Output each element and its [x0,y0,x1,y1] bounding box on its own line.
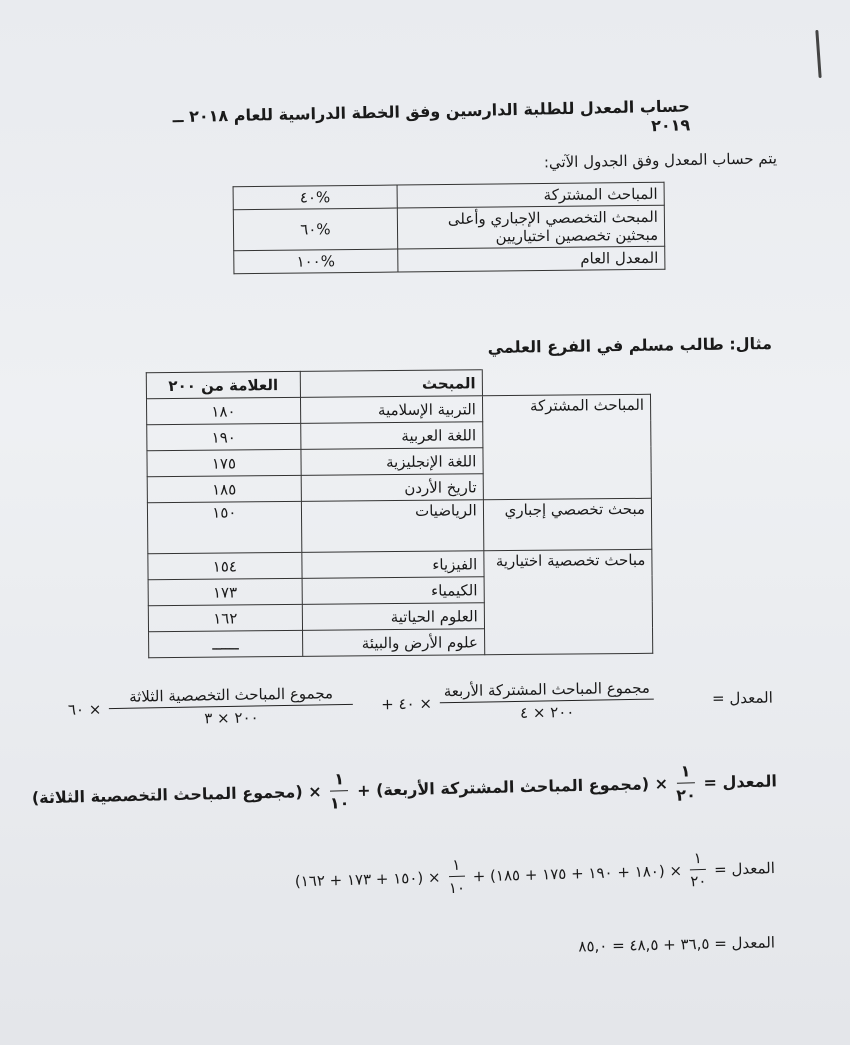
example-heading: مثال: طالب مسلم في الفرع العلمي [487,333,773,357]
subject-cell: اللغة الإنجليزية [301,448,483,476]
mark-cell: ١٨٠ [146,397,300,424]
fraction-one-tenth [329,769,350,812]
pen-mark [815,30,821,78]
common-fraction [440,679,655,724]
mark-cell: ١٥٠ [147,501,301,553]
intro-text: يتم حساب المعدل وفق الجدول الآتي: [543,149,778,172]
subject-cell: الفيزياء [302,551,484,579]
table-row [146,394,650,424]
formula-term: × (١٨٠ + ١٩٠ + ١٧٥ + ١٨٥) + [472,861,683,885]
formula-label: المعدل = [711,688,773,708]
mark-cell: ١٦٢ [148,604,302,631]
fraction-denominator: ٢٠ [690,871,707,891]
formula-substituted [130,847,776,906]
grades-table [146,368,653,658]
formula-label: المعدل = [713,858,776,879]
specialized-fraction [109,684,354,729]
formula-term: × (مجموع المباحث التخصصية الثلاثة) [31,781,322,808]
subject-cell: الرياضيات [301,500,484,553]
group-label-mandatory: مبحث تخصصي إجباري [483,498,652,550]
formula-general-row [67,677,773,730]
formula-simplified [22,759,778,819]
formula-substituted-row [130,847,776,906]
formula-result: المعدل = ٣٦,٥ + ٤٨,٥ = ٨٥,٠ [578,933,776,956]
weight-percent: %٦٠ [233,208,397,251]
weight-percent: %١٠٠ [234,249,398,274]
fraction-numerator: ١ [330,769,348,791]
table-row [233,205,664,251]
subject-cell: العلوم الحياتية [302,603,484,631]
formula-label: المعدل = [703,771,778,793]
weight-percent: %٤٠ [233,185,397,210]
subject-cell: علوم الأرض والبيئة [302,629,484,657]
fraction-denominator: ٢٠٠ × ٣ [204,708,259,728]
fraction-one-twentieth [689,849,706,890]
fraction-denominator: ٢٠٠ × ٤ [519,702,575,722]
mark-header: العلامة من ٢٠٠ [146,371,300,398]
fraction-denominator: ١٠ [448,878,466,898]
weights-table [233,182,666,275]
group-label-elective: مباحث تخصصية اختيارية [484,549,653,654]
formula-term: × (١٥٠ + ١٧٣ + ١٦٢) [294,867,441,890]
table-row [234,246,665,274]
subject-cell: تاريخ الأردن [301,474,483,502]
weight-subject: المبحث التخصصي الإجباري وأعلى مبحثين تخصصين اختياريين [397,205,665,249]
fraction-one-twentieth [676,761,697,804]
mark-cell: ١٥٤ [148,552,302,579]
formula-simplified-row [22,759,778,819]
fraction-numerator: مجموع المباحث المشتركة الأربعة [440,679,654,704]
fraction-one-tenth [448,856,465,897]
mark-cell: ١٩٠ [147,423,301,450]
mark-cell: ١٧٥ [147,449,301,476]
common-factor: × ٤٠ + [380,693,433,713]
mark-cell: ــــــ [149,630,303,657]
fraction-denominator: ٢٠ [676,785,697,805]
formula-term: × (مجموع المباحث المشتركة الأربعة) + [356,773,669,800]
group-label-common: المباحث المشتركة [482,394,651,499]
fraction-numerator: ١ [448,856,465,877]
mark-cell: ١٨٥ [147,475,301,502]
subject-cell: اللغة العربية [300,422,482,450]
group-header-empty [482,368,650,395]
fraction-numerator: مجموع المباحث التخصصية الثلاثة [109,684,353,709]
fraction-numerator: ١ [676,761,694,783]
document-title: حساب المعدل للطلبة الدارسين وفق الخطة الدراسية للعام ٢٠١٨ ــ ٢٠١٩ [172,96,691,136]
subject-cell: التربية الإسلامية [300,396,482,424]
subject-cell: الكيمياء [302,577,484,605]
weight-subject: المعدل العام [398,246,665,272]
table-row [147,498,651,553]
specialized-factor: × ٦٠ [67,699,102,719]
table-row [148,549,652,579]
fraction-denominator: ١٠ [329,793,350,813]
fraction-numerator: ١ [689,849,706,870]
subject-header: المبحث [300,370,482,398]
weight-subject: المباحث المشتركة [397,182,664,208]
formula-general [28,677,774,750]
mark-cell: ١٧٣ [148,578,302,605]
